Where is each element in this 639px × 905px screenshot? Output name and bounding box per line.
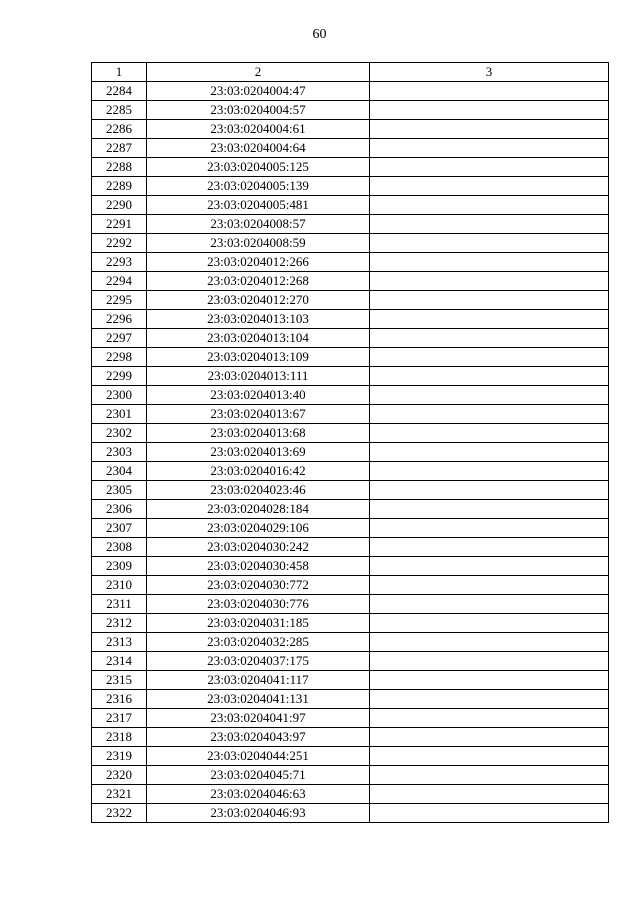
notes-cell bbox=[370, 614, 609, 633]
cadastral-number-cell: 23:03:0204041:117 bbox=[147, 671, 370, 690]
table-row bbox=[92, 462, 609, 481]
table-body bbox=[92, 82, 609, 823]
cadastral-number-cell: 23:03:0204012:268 bbox=[147, 272, 370, 291]
cadastral-number-cell: 23:03:0204030:458 bbox=[147, 557, 370, 576]
table-row bbox=[92, 234, 609, 253]
cadastral-number-cell: 23:03:0204030:242 bbox=[147, 538, 370, 557]
table-row bbox=[92, 348, 609, 367]
cadastral-number-cell: 23:03:0204031:185 bbox=[147, 614, 370, 633]
row-number-cell: 2310 bbox=[92, 576, 147, 595]
table-row bbox=[92, 747, 609, 766]
table-row bbox=[92, 595, 609, 614]
row-number-cell: 2295 bbox=[92, 291, 147, 310]
row-number-cell: 2304 bbox=[92, 462, 147, 481]
table-row bbox=[92, 424, 609, 443]
table-row bbox=[92, 500, 609, 519]
notes-cell bbox=[370, 785, 609, 804]
notes-cell bbox=[370, 196, 609, 215]
notes-cell bbox=[370, 215, 609, 234]
notes-cell bbox=[370, 652, 609, 671]
table-row bbox=[92, 481, 609, 500]
table-row bbox=[92, 652, 609, 671]
table-row bbox=[92, 557, 609, 576]
cadastral-number-cell: 23:03:0204013:68 bbox=[147, 424, 370, 443]
row-number-cell: 2305 bbox=[92, 481, 147, 500]
notes-cell bbox=[370, 500, 609, 519]
table-row bbox=[92, 443, 609, 462]
notes-cell bbox=[370, 177, 609, 196]
notes-cell bbox=[370, 82, 609, 101]
notes-cell bbox=[370, 405, 609, 424]
cadastral-number-cell: 23:03:0204029:106 bbox=[147, 519, 370, 538]
cadastral-number-cell: 23:03:0204030:776 bbox=[147, 595, 370, 614]
cadastral-number-cell: 23:03:0204004:47 bbox=[147, 82, 370, 101]
notes-cell bbox=[370, 595, 609, 614]
row-number-cell: 2319 bbox=[92, 747, 147, 766]
notes-cell bbox=[370, 424, 609, 443]
row-number-cell: 2308 bbox=[92, 538, 147, 557]
table-row bbox=[92, 272, 609, 291]
table-row bbox=[92, 196, 609, 215]
row-number-cell: 2309 bbox=[92, 557, 147, 576]
cadastral-number-cell: 23:03:0204004:64 bbox=[147, 139, 370, 158]
table-header-row bbox=[92, 63, 609, 82]
cadastral-number-cell: 23:03:0204004:61 bbox=[147, 120, 370, 139]
row-number-cell: 2320 bbox=[92, 766, 147, 785]
column-header: 1 bbox=[92, 63, 147, 82]
row-number-cell: 2296 bbox=[92, 310, 147, 329]
cadastral-number-cell: 23:03:0204008:59 bbox=[147, 234, 370, 253]
notes-cell bbox=[370, 158, 609, 177]
notes-cell bbox=[370, 671, 609, 690]
cadastral-number-cell: 23:03:0204032:285 bbox=[147, 633, 370, 652]
notes-cell bbox=[370, 538, 609, 557]
row-number-cell: 2291 bbox=[92, 215, 147, 234]
cadastral-number-cell: 23:03:0204012:270 bbox=[147, 291, 370, 310]
table-row bbox=[92, 329, 609, 348]
notes-cell bbox=[370, 386, 609, 405]
notes-cell bbox=[370, 234, 609, 253]
row-number-cell: 2298 bbox=[92, 348, 147, 367]
page-number: 60 bbox=[312, 27, 327, 42]
row-number-cell: 2299 bbox=[92, 367, 147, 386]
notes-cell bbox=[370, 633, 609, 652]
cadastral-number-cell: 23:03:0204013:109 bbox=[147, 348, 370, 367]
row-number-cell: 2292 bbox=[92, 234, 147, 253]
table-row bbox=[92, 310, 609, 329]
cadastral-number-cell: 23:03:0204013:104 bbox=[147, 329, 370, 348]
notes-cell bbox=[370, 804, 609, 823]
notes-cell bbox=[370, 576, 609, 595]
row-number-cell: 2307 bbox=[92, 519, 147, 538]
table-row bbox=[92, 785, 609, 804]
table-row bbox=[92, 519, 609, 538]
row-number-cell: 2284 bbox=[92, 82, 147, 101]
row-number-cell: 2289 bbox=[92, 177, 147, 196]
cadastral-number-cell: 23:03:0204013:111 bbox=[147, 367, 370, 386]
notes-cell bbox=[370, 557, 609, 576]
cadastral-number-cell: 23:03:0204005:481 bbox=[147, 196, 370, 215]
notes-cell bbox=[370, 139, 609, 158]
row-number-cell: 2314 bbox=[92, 652, 147, 671]
table-row bbox=[92, 766, 609, 785]
notes-cell bbox=[370, 462, 609, 481]
row-number-cell: 2297 bbox=[92, 329, 147, 348]
cadastral-number-cell: 23:03:0204013:103 bbox=[147, 310, 370, 329]
row-number-cell: 2287 bbox=[92, 139, 147, 158]
table-row bbox=[92, 804, 609, 823]
row-number-cell: 2300 bbox=[92, 386, 147, 405]
notes-cell bbox=[370, 443, 609, 462]
cadastral-table bbox=[91, 62, 609, 823]
row-number-cell: 2285 bbox=[92, 101, 147, 120]
notes-cell bbox=[370, 367, 609, 386]
table-row bbox=[92, 139, 609, 158]
notes-cell bbox=[370, 120, 609, 139]
row-number-cell: 2288 bbox=[92, 158, 147, 177]
cadastral-number-cell: 23:03:0204041:97 bbox=[147, 709, 370, 728]
cadastral-number-cell: 23:03:0204008:57 bbox=[147, 215, 370, 234]
notes-cell bbox=[370, 519, 609, 538]
table-row bbox=[92, 690, 609, 709]
table-row bbox=[92, 671, 609, 690]
row-number-cell: 2306 bbox=[92, 500, 147, 519]
table-row bbox=[92, 709, 609, 728]
notes-cell bbox=[370, 329, 609, 348]
cadastral-number-cell: 23:03:0204005:125 bbox=[147, 158, 370, 177]
notes-cell bbox=[370, 101, 609, 120]
cadastral-number-cell: 23:03:0204013:67 bbox=[147, 405, 370, 424]
table-row bbox=[92, 405, 609, 424]
cadastral-number-cell: 23:03:0204030:772 bbox=[147, 576, 370, 595]
cadastral-number-cell: 23:03:0204013:40 bbox=[147, 386, 370, 405]
cadastral-number-cell: 23:03:0204043:97 bbox=[147, 728, 370, 747]
cadastral-number-cell: 23:03:0204013:69 bbox=[147, 443, 370, 462]
cadastral-number-cell: 23:03:0204028:184 bbox=[147, 500, 370, 519]
table-row bbox=[92, 158, 609, 177]
table-row bbox=[92, 291, 609, 310]
column-header: 2 bbox=[147, 63, 370, 82]
row-number-cell: 2301 bbox=[92, 405, 147, 424]
notes-cell bbox=[370, 728, 609, 747]
row-number-cell: 2286 bbox=[92, 120, 147, 139]
cadastral-number-cell: 23:03:0204037:175 bbox=[147, 652, 370, 671]
notes-cell bbox=[370, 272, 609, 291]
table-row bbox=[92, 367, 609, 386]
cadastral-number-cell: 23:03:0204046:63 bbox=[147, 785, 370, 804]
cadastral-number-cell: 23:03:0204045:71 bbox=[147, 766, 370, 785]
table-row bbox=[92, 614, 609, 633]
row-number-cell: 2316 bbox=[92, 690, 147, 709]
notes-cell bbox=[370, 481, 609, 500]
row-number-cell: 2315 bbox=[92, 671, 147, 690]
row-number-cell: 2311 bbox=[92, 595, 147, 614]
table-row bbox=[92, 101, 609, 120]
notes-cell bbox=[370, 690, 609, 709]
row-number-cell: 2317 bbox=[92, 709, 147, 728]
cadastral-number-cell: 23:03:0204004:57 bbox=[147, 101, 370, 120]
cadastral-number-cell: 23:03:0204012:266 bbox=[147, 253, 370, 272]
cadastral-number-cell: 23:03:0204041:131 bbox=[147, 690, 370, 709]
row-number-cell: 2313 bbox=[92, 633, 147, 652]
row-number-cell: 2321 bbox=[92, 785, 147, 804]
row-number-cell: 2303 bbox=[92, 443, 147, 462]
row-number-cell: 2290 bbox=[92, 196, 147, 215]
column-header: 3 bbox=[370, 63, 609, 82]
row-number-cell: 2302 bbox=[92, 424, 147, 443]
cadastral-number-cell: 23:03:0204023:46 bbox=[147, 481, 370, 500]
table-row bbox=[92, 82, 609, 101]
cadastral-number-cell: 23:03:0204044:251 bbox=[147, 747, 370, 766]
table-row bbox=[92, 253, 609, 272]
cadastral-number-cell: 23:03:0204005:139 bbox=[147, 177, 370, 196]
cadastral-number-cell: 23:03:0204046:93 bbox=[147, 804, 370, 823]
table-row bbox=[92, 177, 609, 196]
notes-cell bbox=[370, 766, 609, 785]
table-row bbox=[92, 120, 609, 139]
row-number-cell: 2312 bbox=[92, 614, 147, 633]
table-row bbox=[92, 728, 609, 747]
table-row bbox=[92, 633, 609, 652]
notes-cell bbox=[370, 709, 609, 728]
notes-cell bbox=[370, 348, 609, 367]
cadastral-number-cell: 23:03:0204016:42 bbox=[147, 462, 370, 481]
notes-cell bbox=[370, 310, 609, 329]
table-row bbox=[92, 386, 609, 405]
notes-cell bbox=[370, 291, 609, 310]
row-number-cell: 2322 bbox=[92, 804, 147, 823]
row-number-cell: 2293 bbox=[92, 253, 147, 272]
table-row bbox=[92, 576, 609, 595]
notes-cell bbox=[370, 253, 609, 272]
notes-cell bbox=[370, 747, 609, 766]
row-number-cell: 2318 bbox=[92, 728, 147, 747]
table-row bbox=[92, 538, 609, 557]
table-row bbox=[92, 215, 609, 234]
row-number-cell: 2294 bbox=[92, 272, 147, 291]
